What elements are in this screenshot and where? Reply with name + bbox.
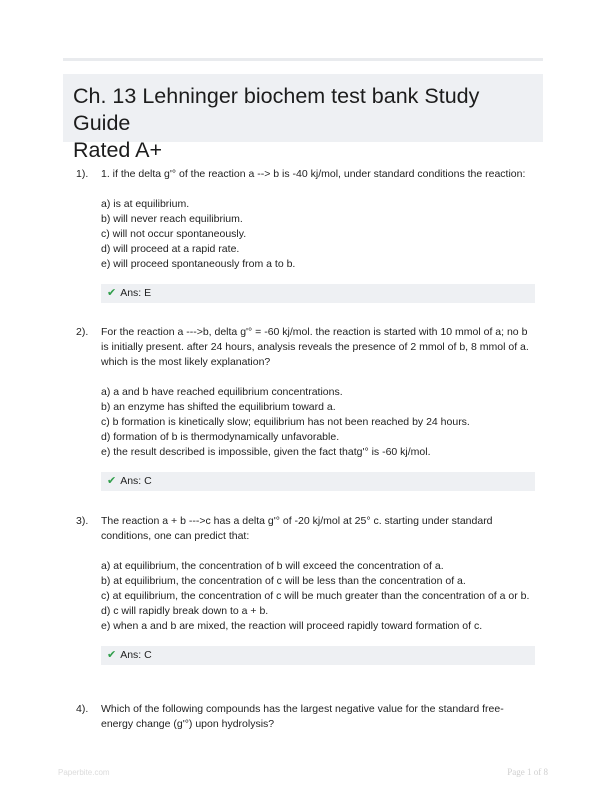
check-icon: ✔ (107, 287, 117, 299)
answer-box (101, 646, 535, 665)
option-a: a) is at equilibrium. (101, 198, 190, 210)
page-title-line-2: Rated A+ (73, 138, 163, 162)
top-divider (63, 58, 543, 61)
option-list (101, 385, 535, 460)
question-number: 4). (76, 703, 89, 715)
answer-box (101, 284, 535, 303)
option-c: c) will not occur spontaneously. (101, 228, 247, 240)
question-text: The reaction a + b --->c has a delta g'° of -20 kj/mol at 25° c. starting under standard conditions, one can predict that: (101, 515, 493, 542)
answer-text: Ans: C (120, 475, 152, 487)
title-banner (63, 74, 543, 162)
footer-page-number: Page 1 of 8 (507, 767, 548, 777)
check-icon: ✔ (107, 649, 117, 661)
question-body (101, 514, 535, 665)
page-title-line-1: Ch. 13 Lehninger biochem test bank Study Guide (73, 84, 480, 135)
option-e: e) will proceed spontaneously from a to b. (101, 258, 296, 270)
option-a: a) at equilibrium, the concentration of b will exceed the concentration of a. (101, 560, 444, 572)
option-list (101, 559, 535, 634)
option-d: d) formation of b is thermodynamically unfavorable. (101, 431, 340, 443)
option-b: b) will never reach equilibrium. (101, 213, 243, 225)
option-c: c) b formation is kinetically slow; equilibrium has not been reached by 24 hours. (101, 416, 470, 428)
check-icon: ✔ (107, 475, 117, 487)
question-body (101, 325, 535, 491)
option-list (101, 197, 535, 272)
page-title (73, 83, 533, 164)
question-number: 1). (76, 168, 89, 180)
question-text: 1. if the delta g'° of the reaction a --> b is -40 kj/mol, under standard conditions the reaction: (101, 168, 526, 180)
question-number: 3). (76, 515, 89, 527)
option-c: c) at equilibrium, the concentration of c will be much greater than the concentration of a or b. (101, 590, 530, 602)
option-e: e) the result described is impossible, given the fact thatg'° is -60 kj/mol. (101, 446, 431, 458)
answer-text: Ans: C (120, 649, 152, 661)
option-b: b) an enzyme has shifted the equilibrium toward a. (101, 401, 336, 413)
answer-text: Ans: E (120, 287, 152, 299)
question-body (101, 167, 535, 303)
question-number: 2). (76, 326, 89, 338)
option-d: d) c will rapidly break down to a + b. (101, 605, 269, 617)
question-text: For the reaction a --->b, delta g'° = -60 kj/mol. the reaction is started with 10 mmol of a; no b is initially present. after 24 hours, analysis reveals the presence of 2 mmol of b, 8 mmol of a. which is the most likely explanation? (101, 326, 529, 368)
answer-box (101, 472, 535, 491)
option-a: a) a and b have reached equilibrium concentrations. (101, 386, 343, 398)
option-e: e) when a and b are mixed, the reaction will proceed rapidly toward formation of c. (101, 620, 483, 632)
question-body (101, 702, 535, 732)
option-b: b) at equilibrium, the concentration of c will be less than the concentration of a. (101, 575, 466, 587)
footer-site: Paperbite.com (58, 768, 110, 777)
option-d: d) will proceed at a rapid rate. (101, 243, 240, 255)
question-text: Which of the following compounds has the largest negative value for the standard free-energy change (g'°) upon hydrolysis? (101, 703, 504, 730)
